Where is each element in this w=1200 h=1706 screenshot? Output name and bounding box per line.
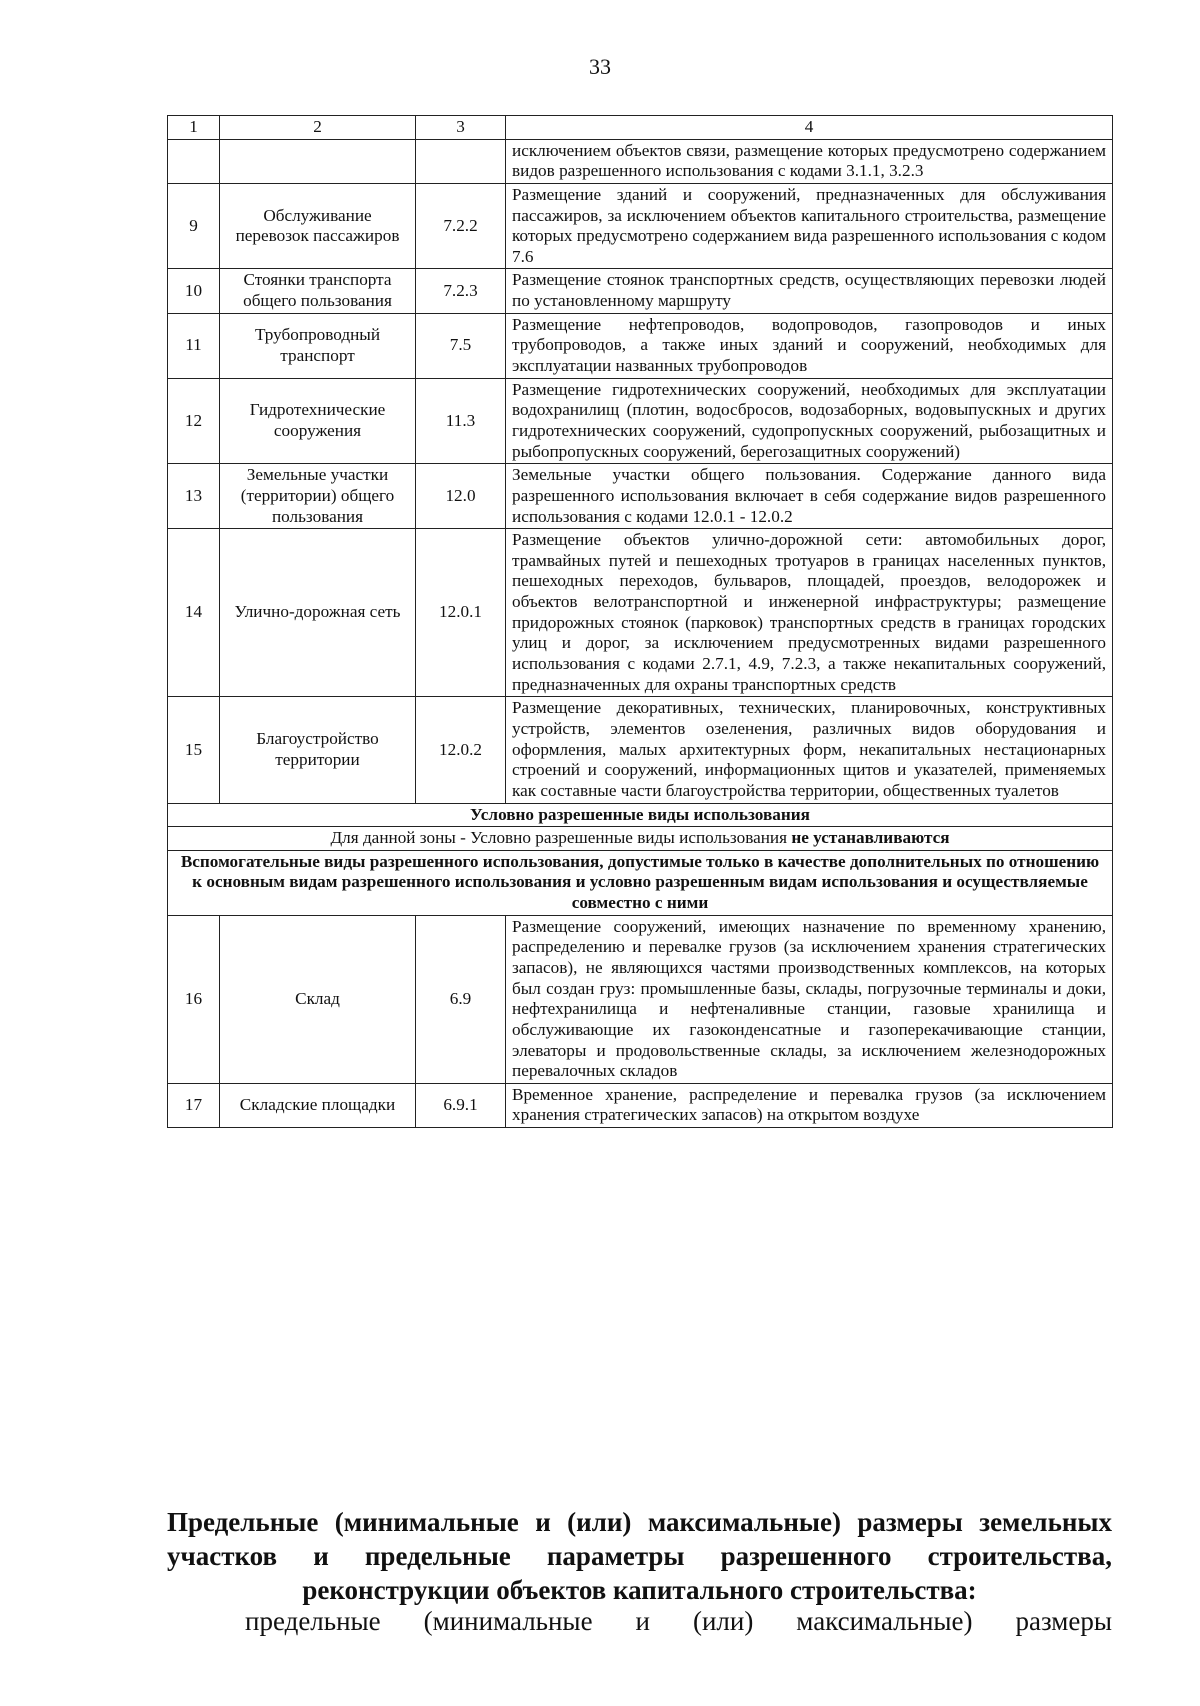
use-description: Размещение гидротехнических сооружений, необходимых для эксплуатации водохранилищ (плотин, водосбросов, водозаборных, водовыпускных и других гидротехнических сооружений, судопропускных сооружений, рыбозащитных и рыбопропускных сооружений, берегозащитных сооружений) (506, 378, 1113, 464)
use-code: 7.5 (416, 313, 506, 378)
use-name: Улично-дорожная сеть (220, 529, 416, 697)
row-number: 9 (168, 183, 220, 269)
table-row (168, 464, 1113, 529)
row-number: 17 (168, 1083, 220, 1127)
use-code: 7.2.2 (416, 183, 506, 269)
row-number: 10 (168, 269, 220, 313)
table-row (168, 529, 1113, 697)
table-row (168, 183, 1113, 269)
use-code: 6.9 (416, 915, 506, 1083)
use-code: 12.0.1 (416, 529, 506, 697)
table-row (168, 378, 1113, 464)
column-header-2: 2 (220, 116, 416, 140)
use-name: Земельные участки (территории) общего пользования (220, 464, 416, 529)
section-heading: Предельные (минимальные и (или) максимальные) размеры земельных участков и предельные параметры разрешенного строительства, реконструкции объектов капитального строительства: (167, 1507, 1112, 1606)
row-number: 15 (168, 697, 220, 803)
row-number: 13 (168, 464, 220, 529)
table-row (168, 139, 1113, 183)
section-row (168, 803, 1113, 827)
conditional-note-emphasis: не устанавливаются (791, 828, 950, 848)
table-row (168, 313, 1113, 378)
use-name: Обслуживание перевозок пассажиров (220, 183, 416, 269)
conditional-uses-note (168, 827, 1113, 851)
body-paragraph: предельные (минимальные и (или) максимальные) размеры (245, 1606, 1112, 1636)
auxiliary-uses-title: Вспомогательные виды разрешенного использования, допустимые только в качестве дополнительных по отношению к основным видам разрешенного использования и условно разрешенным видам использования и осуществляемые совместно с ними (168, 850, 1113, 915)
use-description: Размещение декоративных, технических, планировочных, конструктивных устройств, элементов озеленения, различных видов оборудования и оформления, малых архитектурных форм, некапитальных нестационарных строений и сооружений, информационных щитов и указателей, применяемых как составные части благоустройства территории, общественных туалетов (506, 697, 1113, 803)
use-name: Складские площадки (220, 1083, 416, 1127)
table-row (168, 915, 1113, 1083)
table-row (168, 697, 1113, 803)
use-name: Трубопроводный транспорт (220, 313, 416, 378)
use-description: Временное хранение, распределение и перевалка грузов (за исключением хранения стратегических запасов) на открытом воздухе (506, 1083, 1113, 1127)
use-name: Благоустройство территории (220, 697, 416, 803)
use-description: Размещение нефтепроводов, водопроводов, газопроводов и иных трубопроводов, а также иных зданий и сооружений, необходимых для эксплуатации названных трубопроводов (506, 313, 1113, 378)
use-description: Размещение стоянок транспортных средств, осуществляющих перевозки людей по установленному маршруту (506, 269, 1113, 313)
table-row (168, 1083, 1113, 1127)
use-name: Гидротехнические сооружения (220, 378, 416, 464)
section-row (168, 827, 1113, 851)
conditional-note-text: Для данной зоны - Условно разрешенные виды использования (330, 828, 792, 848)
use-code: 12.0.2 (416, 697, 506, 803)
use-name (220, 139, 416, 183)
use-description: исключением объектов связи, размещение которых предусмотрено содержанием видов разрешенного использования с кодами 3.1.1, 3.2.3 (506, 139, 1113, 183)
column-header-1: 1 (168, 116, 220, 140)
page-number: 33 (589, 54, 611, 79)
row-number: 16 (168, 915, 220, 1083)
use-code: 11.3 (416, 378, 506, 464)
table-header-row (168, 116, 1113, 140)
row-number: 14 (168, 529, 220, 697)
use-code: 12.0 (416, 464, 506, 529)
use-name: Склад (220, 915, 416, 1083)
use-name: Стоянки транспорта общего пользования (220, 269, 416, 313)
use-code: 6.9.1 (416, 1083, 506, 1127)
row-number (168, 139, 220, 183)
use-description: Размещение сооружений, имеющих назначение по временному хранению, распределению и перевалке грузов (за исключением хранения стратегических запасов), не являющихся частями производственных комплексов, на которых был создан груз: промышленные базы, склады, погрузочные терминалы и доки, нефтехранилища и нефтеналивные станции, газовые хранилища и обслуживающие их газоконденсатные и газоперекачивающие станции, элеваторы и продовольственные склады, за исключением железнодорожных перевалочных складов (506, 915, 1113, 1083)
column-header-3: 3 (416, 116, 506, 140)
use-description: Земельные участки общего пользования. Содержание данного вида разрешенного использования включает в себя содержание видов разрешенного использования с кодами 12.0.1 - 12.0.2 (506, 464, 1113, 529)
column-header-4: 4 (506, 116, 1113, 140)
use-description: Размещение объектов улично-дорожной сети: автомобильных дорог, трамвайных путей и пешеходных тротуаров в границах населенных пунктов, пешеходных переходов, бульваров, площадей, проездов, велодорожек и объектов велотранспортной и инженерной инфраструктуры; размещение придорожных стоянок (парковок) транспортных средств в границах городских улиц и дорог, за исключением предусмотренных видами разрешенного использования с кодами 2.7.1, 4.9, 7.2.3, а также некапитальных сооружений, предназначенных для охраны транспортных средств (506, 529, 1113, 697)
section-row (168, 850, 1113, 915)
land-use-table (167, 115, 1113, 1128)
use-code: 7.2.3 (416, 269, 506, 313)
conditional-uses-title: Условно разрешенные виды использования (168, 803, 1113, 827)
row-number: 12 (168, 378, 220, 464)
row-number: 11 (168, 313, 220, 378)
use-description: Размещение зданий и сооружений, предназначенных для обслуживания пассажиров, за исключением объектов капитального строительства, размещение которых предусмотрено содержанием вида разрешенного использования с кодом 7.6 (506, 183, 1113, 269)
use-code (416, 139, 506, 183)
table-row (168, 269, 1113, 313)
